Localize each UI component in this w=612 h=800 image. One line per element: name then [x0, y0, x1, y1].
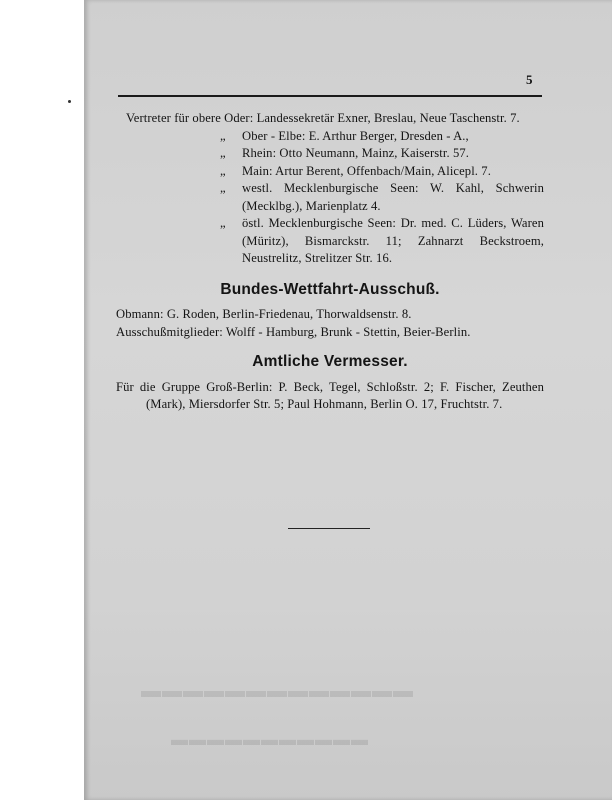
- show-through-shadow: ▬▬▬▬▬▬▬▬▬▬▬▬▬: [140, 680, 413, 702]
- representative-text: Rhein: Otto Neumann, Mainz, Kaiserstr. 57.: [242, 146, 470, 160]
- committee-members: Ausschußmitglieder: Wolff - Hamburg, Brunk - Stettin, Beier-Berlin.: [116, 324, 471, 339]
- dust-speck: [68, 100, 71, 103]
- show-through-shadow: ▬▬▬▬▬▬▬▬▬▬▬: [170, 730, 368, 749]
- representative-text: östl. Mecklenburgische Seen: Dr. med. C. Lüders, Waren (Müritz), Bismarckstr. 11; Zahnarzt Beckstroem, Neustrelitz, Strelitzer Str. 16.: [242, 216, 544, 265]
- ditto-mark: „: [220, 146, 226, 160]
- representative-text: westl. Mecklenburgische Seen: W. Kahl, Schwerin (Mecklbg.), Marienplatz 4.: [242, 181, 544, 213]
- committee-heading: Bundes-Wettfahrt-Ausschuß.: [220, 280, 440, 298]
- footer-rule: [288, 528, 370, 529]
- header-rule: [118, 95, 542, 97]
- representative-entry-east-mecklenburg: [116, 215, 544, 268]
- ditto-mark: „: [220, 216, 226, 230]
- page-content: [116, 110, 544, 414]
- representative-entry-upper-elbe: [116, 128, 544, 146]
- ditto-mark: „: [220, 181, 226, 195]
- representative-text: Ober - Elbe: E. Arthur Berger, Dresden - A.,: [242, 128, 469, 143]
- ditto-mark: „: [220, 163, 226, 178]
- representative-entry-rhine: [116, 145, 544, 163]
- representative-entry-main: [116, 163, 544, 181]
- surveyors-text: Für die Gruppe Groß-Berlin: P. Beck, Tegel, Schloßstr. 2; F. Fischer, Zeuthen (Mark), Miersdorfer Str. 5; Paul Hohmann, Berlin O. 17, Fruchtstr. 7.: [116, 379, 544, 411]
- page-number: 5: [526, 72, 533, 87]
- representative-entry-upper-oder: Vertreter für obere Oder: Landessekretär Exner, Breslau, Neue Taschenstr. 7.: [126, 111, 520, 125]
- committee-chairman: Obmann: G. Roden, Berlin-Friedenau, Thorwaldsenstr. 8.: [116, 307, 412, 321]
- ditto-mark: „: [220, 128, 226, 143]
- representative-entry-west-mecklenburg: [116, 180, 544, 215]
- representative-text: Main: Artur Berent, Offenbach/Main, Alicepl. 7.: [242, 163, 491, 178]
- surveyors-heading: Amtliche Vermesser.: [252, 353, 408, 370]
